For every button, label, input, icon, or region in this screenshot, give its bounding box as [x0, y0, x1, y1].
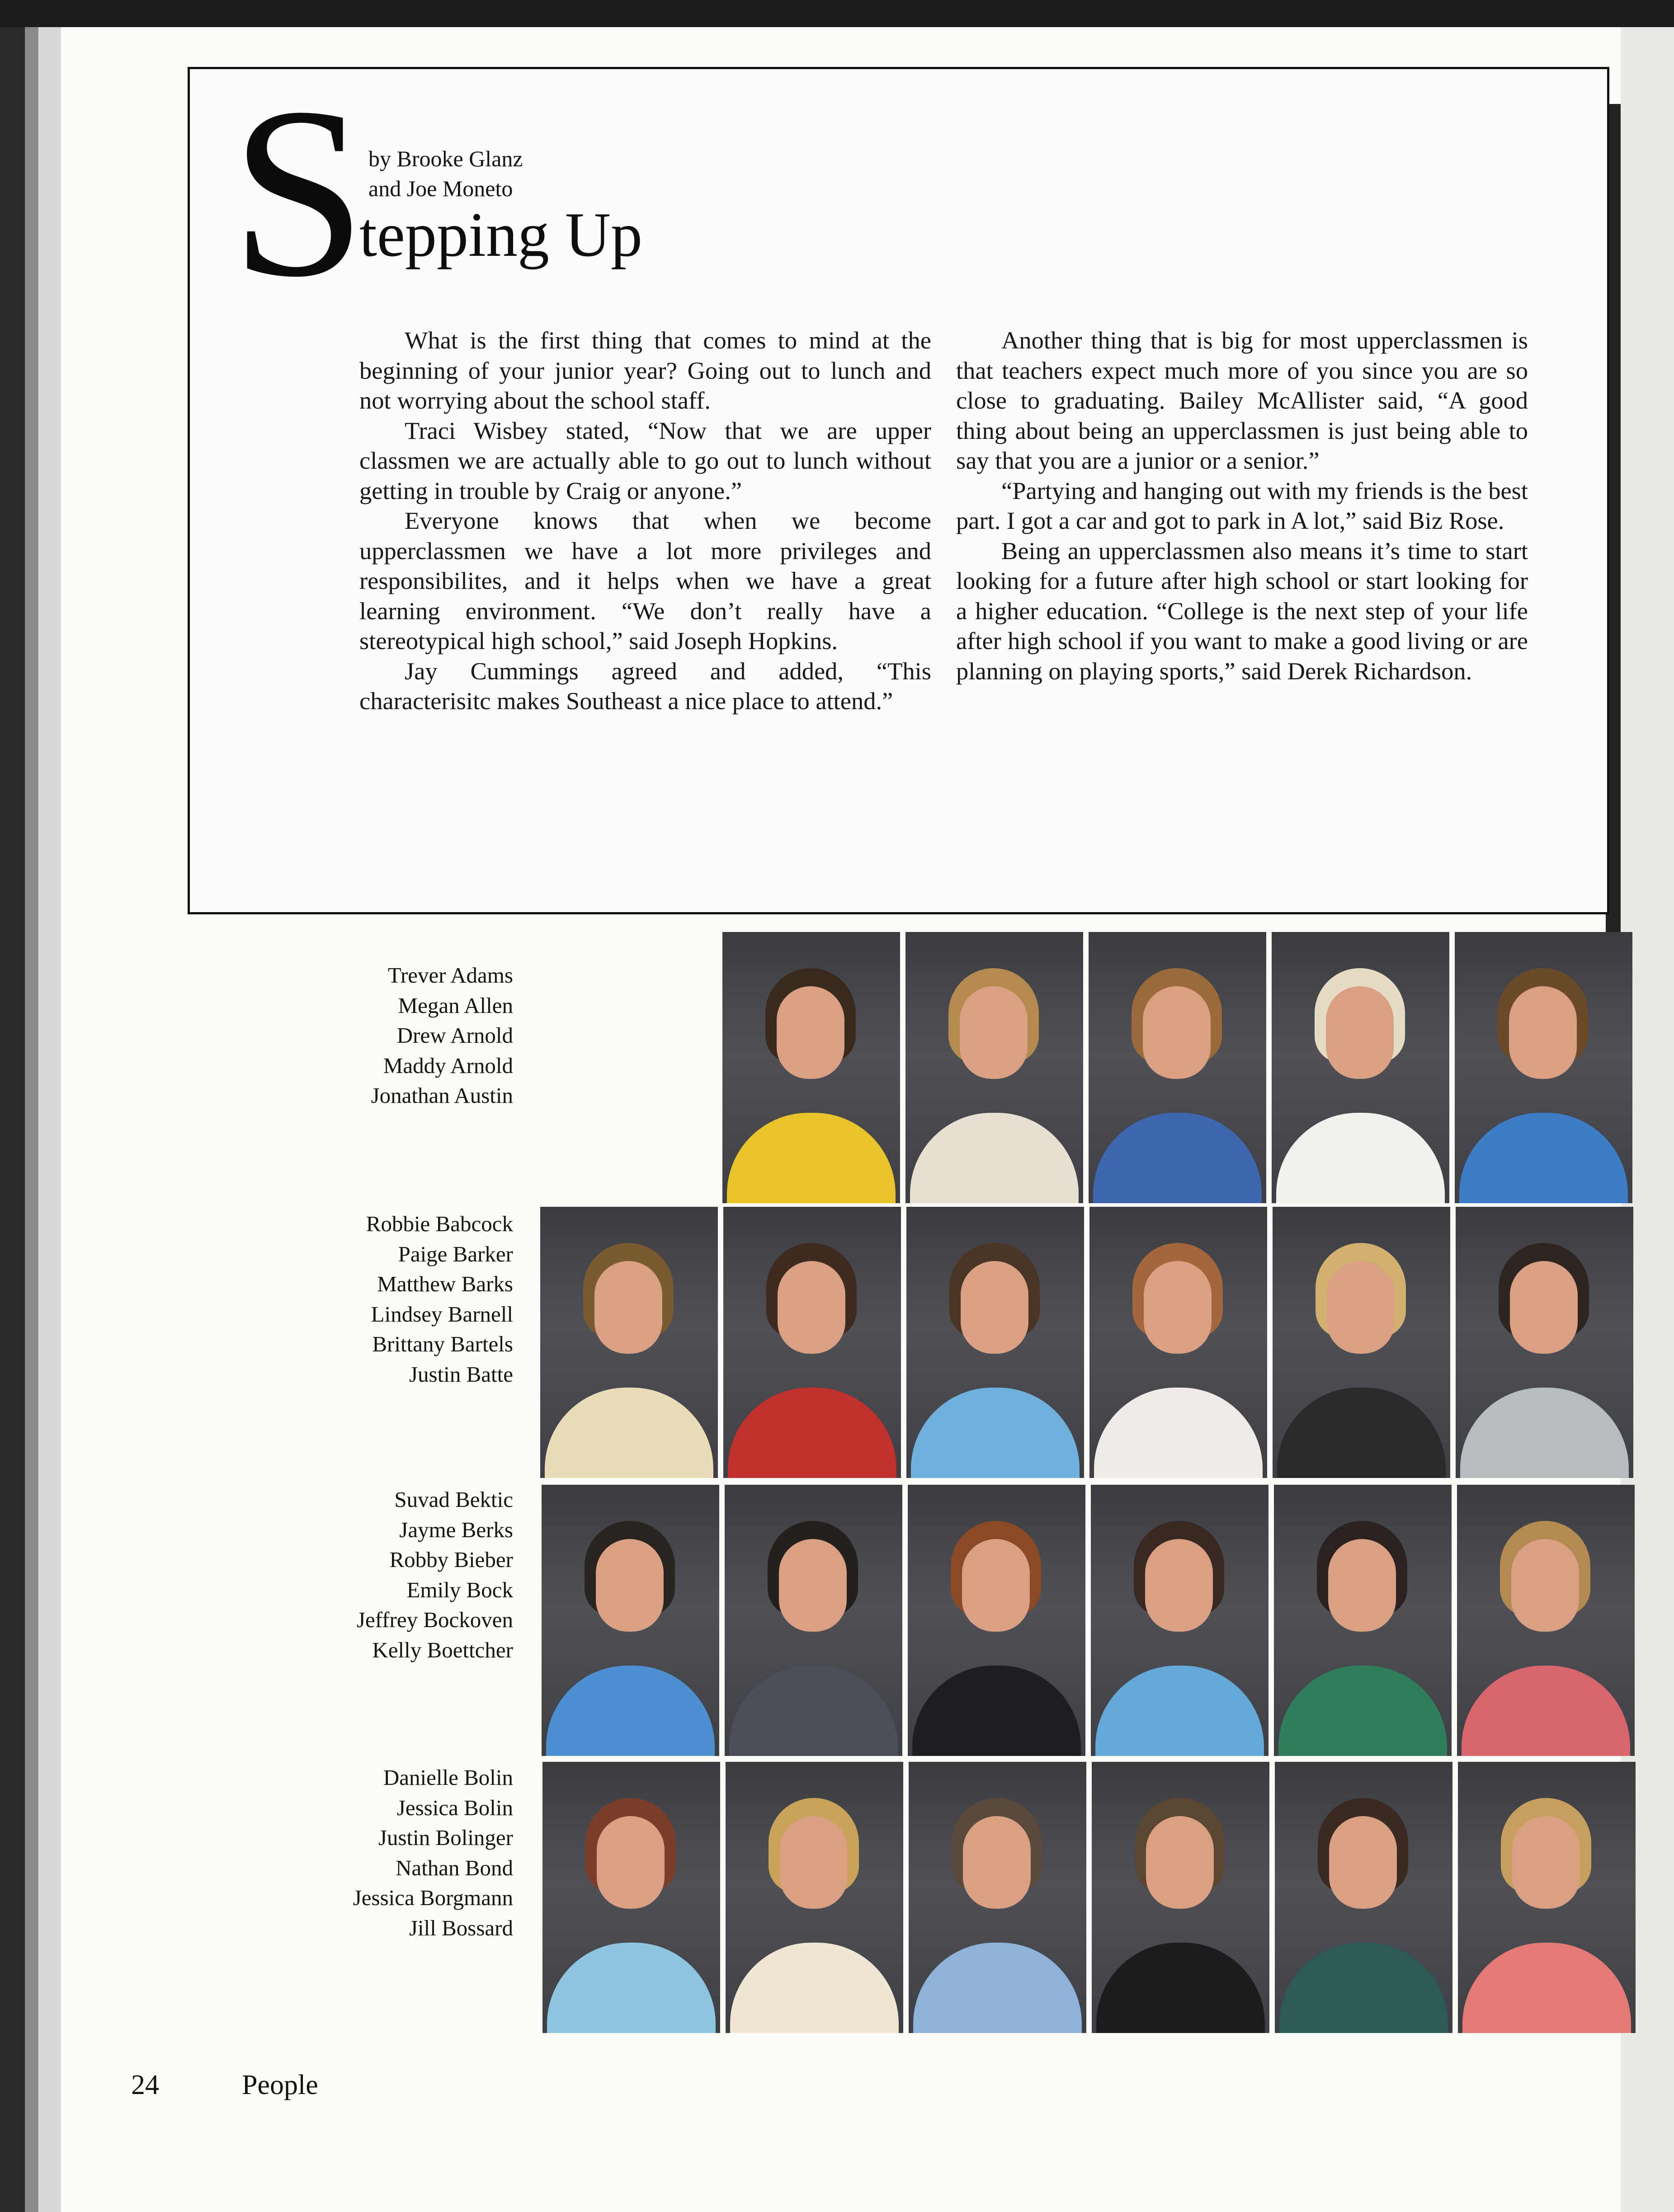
- paragraph: “Partying and hanging out with my friends is the best part. I got a car and got to park in A lot,” said Biz Rose.: [956, 476, 1528, 534]
- student-portrait: [1091, 1485, 1268, 1756]
- headline-dropcap: S: [231, 57, 367, 327]
- student-name: Drew Arnold: [396, 1023, 513, 1048]
- student-name: Matthew Barks: [377, 1271, 513, 1296]
- story-column-right: [956, 325, 1528, 686]
- student-portrait: [1272, 932, 1449, 1203]
- student-name: Justin Batte: [409, 1361, 513, 1387]
- student-portrait: [1089, 932, 1266, 1203]
- student-portrait: [722, 932, 900, 1203]
- student-name: Jessica Borgmann: [353, 1885, 513, 1910]
- paragraph: Everyone knows that when we become upperclassmen we have a lot more privileges and responsibilites, and it helps when we have a great learning environment. “We don’t really have a stereotypical high school,” said Joseph Hopkins.: [359, 507, 931, 654]
- student-portrait: [1456, 1207, 1633, 1478]
- student-name: Jill Bossard: [409, 1915, 513, 1940]
- student-portrait: [542, 1485, 719, 1756]
- student-portrait: [1274, 1485, 1452, 1756]
- student-name: Danielle Bolin: [383, 1765, 513, 1790]
- student-portrait: [542, 1762, 720, 2033]
- student-name: Jonathan Austin: [371, 1083, 513, 1108]
- student-name: Lindsey Barnell: [371, 1301, 513, 1327]
- student-portrait: [726, 1762, 903, 2033]
- headline: tepping Up: [359, 200, 643, 270]
- story-column-left: [359, 325, 931, 716]
- paragraph: Jay Cummings agreed and added, “This characterisitc makes Southeast a nice place to attend.”: [359, 657, 931, 715]
- paragraph: Traci Wisbey stated, “Now that we are upper classmen we are actually able to go out to lunch without getting in trouble by Craig or anyone.”: [359, 416, 931, 504]
- student-portrait: [1273, 1207, 1450, 1478]
- name-list-row-4: [197, 1763, 513, 1943]
- name-list-row-1: [197, 960, 513, 1111]
- student-name: Megan Allen: [398, 993, 513, 1018]
- student-name: Emily Bock: [406, 1577, 513, 1602]
- student-name: Jayme Berks: [399, 1517, 513, 1542]
- name-list-row-2: [197, 1209, 513, 1389]
- binding-edge-light: [38, 27, 61, 2212]
- page-number: 24: [131, 2070, 159, 2100]
- student-portrait: [723, 1207, 901, 1478]
- paragraph: What is the first thing that comes to mind at the beginning of your junior year? Going out to lunch and not worrying about the school staff.: [359, 326, 931, 414]
- student-portrait: [725, 1485, 902, 1756]
- student-name: Kelly Boettcher: [372, 1637, 513, 1662]
- binding-edge: [0, 27, 25, 2212]
- byline: [368, 144, 594, 203]
- student-name: Justin Bolinger: [378, 1825, 513, 1850]
- student-name: Robbie Babcock: [366, 1211, 513, 1236]
- student-portrait: [1458, 1762, 1636, 2033]
- student-name: Paige Barker: [398, 1241, 513, 1266]
- student-portrait: [1089, 1207, 1267, 1478]
- byline-author-1: by Brooke Glanz: [368, 146, 523, 171]
- paragraph: Another thing that is big for most upperclassmen is that teachers expect much more of you since you are so close to graduating. Bailey McAllister said, “A good thing about being an upperclassmen is just being able to say that you are a junior or a senior.”: [956, 326, 1528, 474]
- student-name: Maddy Arnold: [383, 1053, 513, 1078]
- student-name: Brittany Bartels: [372, 1332, 513, 1356]
- student-portrait: [909, 1762, 1086, 2033]
- paragraph: Being an upperclassmen also means it’s time to start looking for a future after high school or start looking for a higher education. “College is the next step of your life after high school if you want to make a good living or are planning on playing sports,” said Derek Richardson.: [956, 537, 1528, 685]
- student-name: Jeffrey Bockoven: [356, 1607, 513, 1632]
- binding-edge-mid: [25, 27, 38, 2212]
- section-label: People: [242, 2070, 318, 2100]
- student-portrait: [1455, 932, 1632, 1203]
- student-portrait: [1092, 1762, 1269, 2033]
- scan-top-shadow: [0, 0, 1674, 27]
- student-portrait: [906, 1207, 1084, 1478]
- student-portrait: [908, 1485, 1085, 1756]
- student-name: Robby Bieber: [389, 1547, 513, 1572]
- student-name: Trever Adams: [387, 963, 513, 988]
- name-list-row-3: [197, 1485, 513, 1665]
- student-portrait: [540, 1207, 718, 1478]
- student-portrait: [1275, 1762, 1452, 2033]
- student-name: Suvad Bektic: [394, 1487, 513, 1512]
- student-name: Jessica Bolin: [396, 1795, 513, 1820]
- student-portrait: [905, 932, 1083, 1203]
- student-portrait: [1457, 1485, 1635, 1756]
- byline-author-2: and Joe Moneto: [368, 176, 513, 201]
- student-name: Nathan Bond: [396, 1855, 513, 1880]
